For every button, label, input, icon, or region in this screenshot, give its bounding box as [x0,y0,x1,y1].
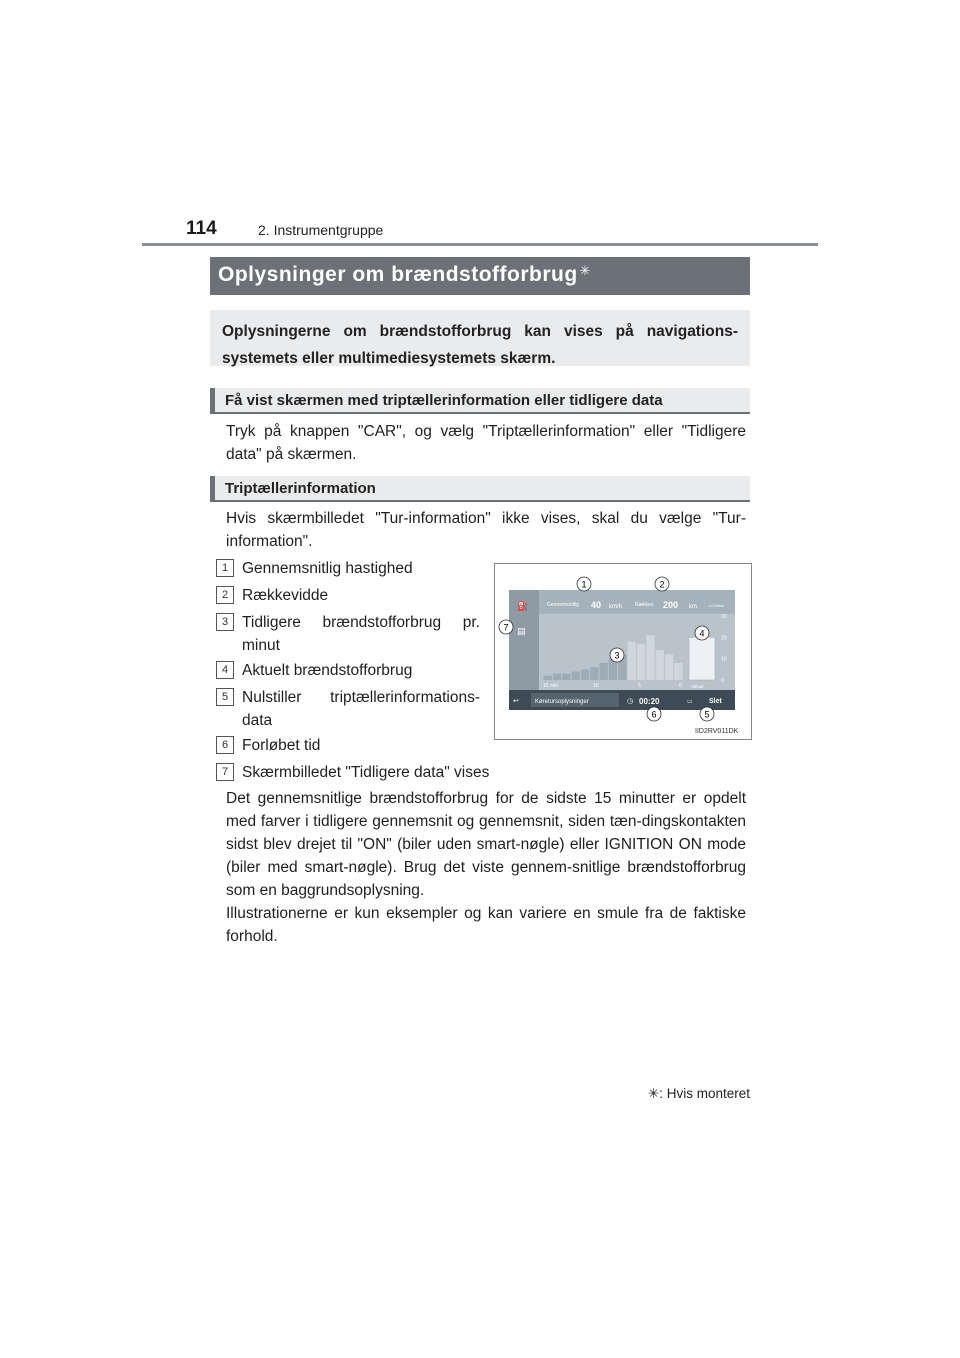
section-heading-text: Få vist skærmen med triptællerinformation eller tidligere data [225,392,663,409]
page-title [218,263,591,287]
clock-icon: ◷ [627,697,634,705]
svg-text:1: 1 [581,579,587,590]
item-label: Rækkevidde [242,587,329,604]
item-number: 2 [216,586,234,604]
page-title-text: Oplysninger om brændstofforbrug [218,263,578,286]
chapter-title: 2. Instrumentgruppe [258,222,384,238]
item-label: Forløbet tid [242,737,321,754]
asterisk-mark: ✳ [579,263,592,278]
item-number: 6 [216,736,234,754]
section-heading-text: Triptællerinformation [225,480,376,497]
fuel-bar [646,635,654,680]
callout-2 [655,577,669,591]
svg-text:2: 2 [659,579,665,590]
section-heading-trip-info [210,476,750,502]
paragraph-average-consumption: Det gennemsnitlige brændstofforbrug for de sidste 15 minutter er opdelt med farver i tidligere gennemsnit og gennemsnit, siden tæn-dingskontakten sidst blev drejet til "ON" (biler uden smart-nøgle) eller IGNITION ON mode (biler med smart-nøgle). Brug det viste gennem-snitlige brændstofforbrug som en baggrundsoplysning. [226,790,746,899]
y-tick-label: 20 [721,635,727,642]
svg-text:3: 3 [614,650,620,661]
item-label: Tidligere brændstofforbrug pr. minut [242,614,480,654]
fuel-bar [665,654,673,680]
fuel-bar [674,663,682,680]
item-number: 1 [216,559,234,577]
section1-body: Tryk på knappen "CAR", og vælg "Triptællerinformation" eller "Tidligere data" på skærmen. [226,423,746,463]
svg-text:7: 7 [503,622,509,633]
screen-illustration [494,563,752,740]
x-tick-label: 15 min [543,683,559,689]
callout-4 [695,626,709,640]
footnote: ✳: Hvis monteret [647,1086,750,1101]
x-tick-label: 5 [638,683,641,689]
callout-3 [610,648,624,662]
svg-text:4: 4 [699,628,705,639]
reset-icon: ▭ [687,698,693,705]
item-label: Nulstiller triptællerinformations-data [242,689,480,729]
figure-code: IID2RV011DK [695,728,739,735]
item-label: Skærmbilledet "Tidligere data" vises [242,764,490,781]
item-number: 7 [216,763,234,781]
callout-7 [499,620,513,634]
callout-1 [577,577,591,591]
screen-top-bar [509,590,735,614]
elapsed-time: 00:20 [639,697,660,706]
reset-button-label: Slet [709,698,722,705]
y-tick-label: 10 [721,656,727,663]
callout-5 [700,707,714,721]
avg-value: 40 [591,600,602,610]
avg-unit: km/h [609,604,623,610]
current-label: Aktuel [691,684,704,689]
fuel-bar [590,667,598,680]
current-consumption-bar [689,637,715,680]
fuel-bar [553,674,561,680]
fuel-bar [544,676,552,680]
x-tick-label: 0 [679,683,682,689]
intro-box [210,310,750,366]
fuel-unit: L/100km [709,603,725,608]
intro-text: Oplysningerne om brændstofforbrug kan vises på navigations-systemets eller multimediesystemets skærm. [222,323,738,367]
fuel-bar [562,674,570,680]
fuel-bar [581,669,589,680]
item-number: 4 [216,661,234,679]
y-tick-label: 0 [721,678,724,684]
page-title-bar [210,257,750,295]
range-unit: km [689,604,697,610]
section-heading-view-screen [210,388,750,414]
paragraph-illustration-note: Illustrationerne er kun eksempler og kan variere en smule fra de faktiske forhold. [226,905,746,945]
callout-6 [647,707,661,721]
fuel-bar [600,663,608,680]
item-number: 5 [216,688,234,706]
range-value: 200 [663,600,679,610]
fuel-bar [572,671,580,680]
x-tick-label: 10 [593,683,599,689]
svg-text:6: 6 [651,709,657,720]
avg-label: Gennemsnitlig [547,602,579,608]
section2-body: Hvis skærmbilledet "Tur-information" ikke vises, skal du vælge "Tur-information". [226,510,746,550]
screen-illustration-svg [495,564,751,739]
item-label: Aktuelt brændstofforbrug [242,662,413,679]
range-label: Rækkev. [635,602,655,608]
fuel-pump-icon: ⛽ [517,602,529,612]
fuel-bar [656,650,664,680]
back-icon: ↩ [513,697,519,705]
trip-info-button-label: Køretursoplysninger [535,699,589,705]
fuel-bar [628,642,636,680]
fuel-bar [637,644,645,680]
history-icon: ▤ [517,627,526,637]
item-number: 3 [216,613,234,631]
header-rule [142,243,818,246]
svg-text:5: 5 [704,709,710,720]
y-tick-label: 30 [721,614,727,620]
page-number: 114 [186,218,217,239]
item-label: Gennemsnitlig hastighed [242,560,413,577]
